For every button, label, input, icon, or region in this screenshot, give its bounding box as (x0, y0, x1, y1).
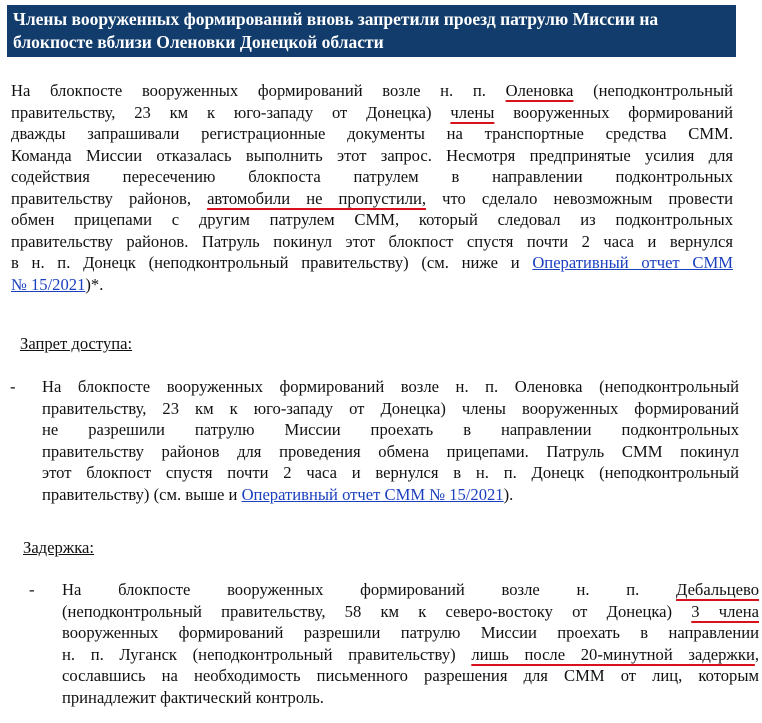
text-run: правительству районов, (11, 188, 208, 208)
bullet-line: вооруженных формирований разрешили патрулю Миссии проехать в направлении (62, 623, 759, 642)
bullet-access-denial (10, 376, 740, 506)
report-link-number[interactable]: № 15/2021 (11, 274, 86, 294)
highlight-debaltseve: Дебальцево (676, 580, 759, 599)
intro-line: дважды запрашивали регистрационные документы на транспортные средства СММ. (11, 124, 733, 143)
highlight-olenovka: Оленовка (505, 81, 574, 100)
text-run: )*. (85, 274, 104, 294)
intro-line (11, 188, 733, 210)
report-link-2[interactable]: Оперативный отчет СММ № 15/2021 (241, 484, 504, 504)
bullet-line: этот блокпост спустя почти 2 часа и вернулся в н. п. Донецк (неподконтрольный (42, 463, 739, 482)
section-heading-access-denial: Запрет доступа: (20, 334, 133, 353)
intro-line: правительству районов. Патруль покинул этот блокпост спустя почти 2 часа и вернулся (11, 231, 733, 251)
bullet-line (62, 579, 759, 601)
text-run: На блокпосте вооруженных формирований возле н. п. (62, 580, 677, 599)
text-run: (неподконтрольный (573, 81, 733, 100)
intro-line: Команда Миссии отказалась выполнить этот запрос. Несмотря предпринятые усилия для (11, 145, 733, 165)
text-run: н. п. Луганск (неподконтрольный правительству) (62, 644, 472, 664)
text-run: в н. п. Донецк (неподконтрольный правительству) (см. ниже и (11, 253, 533, 272)
text-run: На блокпосте вооруженных формирований возле н. п. (11, 81, 506, 100)
bullet-line (42, 484, 739, 506)
text-run: ). (503, 484, 514, 504)
intro-line (11, 80, 733, 102)
intro-paragraph (11, 80, 733, 295)
bullet-line: правительству районов для проведения обмена прицепами. Патруль СММ покинул (42, 441, 739, 461)
text-run: что сделало невозможным провести (426, 188, 733, 208)
bullet-dash: - (29, 580, 35, 599)
text-run: правительству) (см. выше и (42, 484, 242, 504)
intro-line: содействия пересечению блокпоста патрулем в направлении подконтрольных (11, 167, 733, 186)
text-run: правительству, 23 км к юго-западу от Донецка) (11, 102, 451, 122)
report-link[interactable]: Оперативный отчет СММ (532, 253, 733, 272)
highlight-cars-not-allowed: автомобили не пропустили, (207, 188, 427, 208)
bullet-line: принадлежит фактический контроль. (62, 687, 324, 707)
title-line-2: блокпосте вблизи Оленовки Донецкой области (13, 32, 384, 52)
bullet-line (62, 601, 759, 623)
bullet-line: сославшись на необходимость письменного разрешения для СММ от лиц, которым (62, 666, 759, 685)
bullet-text (62, 579, 759, 708)
intro-line (11, 252, 733, 274)
text-run: , (754, 644, 759, 664)
text-run: вооруженных формирований (494, 102, 733, 122)
bullet-dash: - (10, 377, 16, 396)
highlight-three-members: 3 члена (691, 601, 759, 621)
intro-line (11, 102, 733, 124)
highlight-members: члены (450, 102, 495, 122)
bullet-line: не разрешили патрулю Миссии проехать в направлении подконтрольных (42, 420, 739, 439)
highlight-delay: лишь после 20-минутной задержки (471, 644, 755, 664)
intro-line: обмен прицепами с другим патрулем СММ, который следовал из подконтрольных (11, 210, 733, 229)
bullet-line (62, 644, 759, 666)
bullet-line: правительству, 23 км к юго-западу от Донецка) члены вооруженных формирований (42, 398, 739, 418)
bullet-text (42, 376, 739, 505)
text-run: (неподконтрольный правительству, 58 км к северо-востоку от Донецка) (62, 601, 692, 621)
bullet-delay (10, 579, 759, 714)
intro-line (11, 274, 733, 296)
title-line-1: Члены вооруженных формирований вновь запретили проезд патрулю Миссии на (13, 9, 659, 29)
report-title (7, 5, 736, 57)
section-heading-delay: Задержка: (23, 538, 95, 557)
bullet-line: На блокпосте вооруженных формирований возле н. п. Оленовка (неподконтрольный (42, 377, 739, 396)
